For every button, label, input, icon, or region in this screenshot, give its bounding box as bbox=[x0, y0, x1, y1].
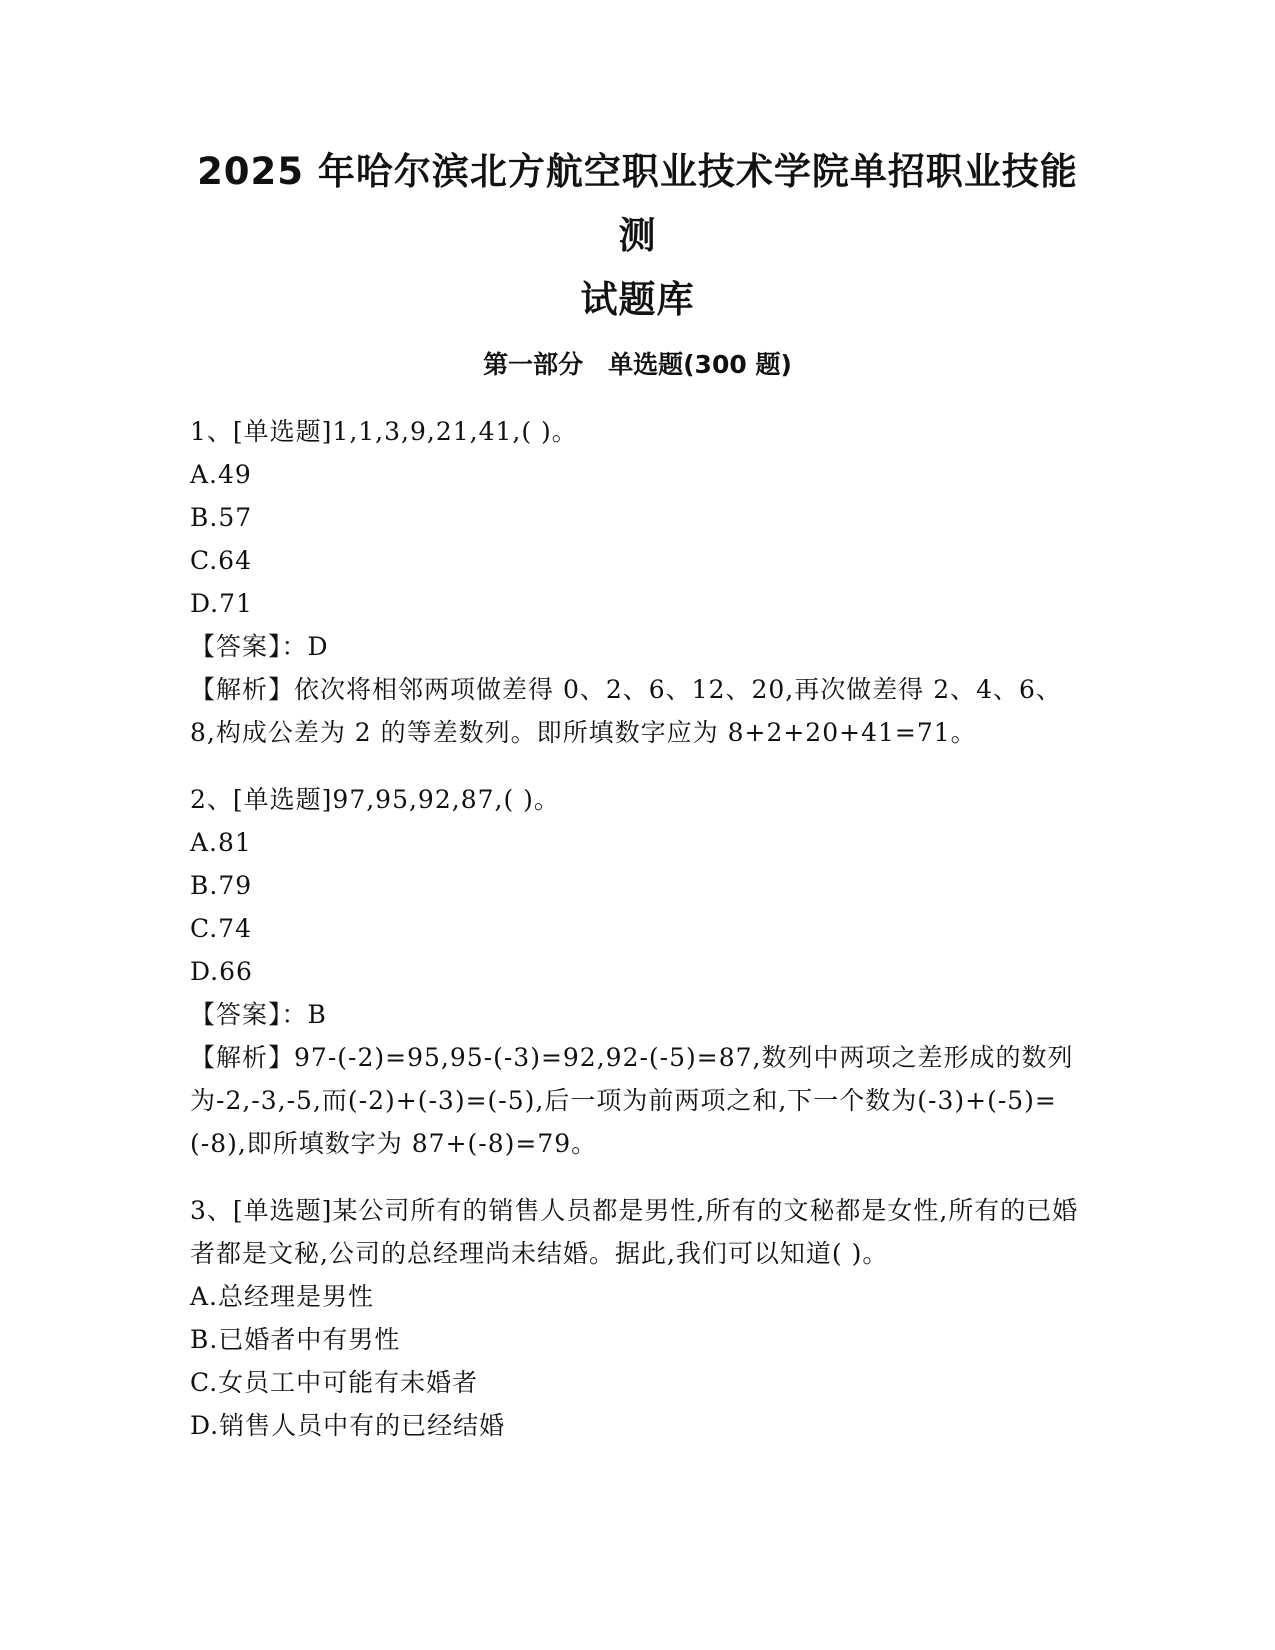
answer-label: 【答案】： bbox=[190, 632, 308, 661]
document-title-line-2: 试题库 bbox=[580, 278, 695, 321]
option-b: B.79 bbox=[190, 871, 253, 900]
question-3 bbox=[190, 1189, 1080, 1447]
analysis-label: 【解析】 bbox=[190, 675, 295, 704]
option-c: C.64 bbox=[190, 546, 252, 575]
option-a: A.总经理是男性 bbox=[190, 1282, 375, 1311]
answer-row bbox=[190, 993, 1080, 1036]
option-c: C.74 bbox=[190, 914, 252, 943]
option-d: D.66 bbox=[190, 957, 253, 986]
analysis-text: 依次将相邻两项做差得 0、2、6、12、20,再次做差得 2、4、6、8,构成公差为 2 的等差数列。即所填数字应为 8+2+20+41=71。 bbox=[190, 675, 1062, 747]
option-d: D.销售人员中有的已经结婚 bbox=[190, 1411, 506, 1440]
option-a: A.81 bbox=[190, 828, 252, 857]
analysis-row bbox=[190, 668, 1080, 754]
question-stem: 1、[单选题]1,1,3,9,21,41,( )。 bbox=[190, 417, 578, 446]
answer-value: B bbox=[307, 1000, 327, 1029]
question-stem: 2、[单选题]97,95,92,87,( )。 bbox=[190, 785, 560, 814]
analysis-row bbox=[190, 1036, 1080, 1165]
answer-row bbox=[190, 625, 1080, 668]
answer-label: 【答案】： bbox=[190, 1000, 308, 1029]
option-b: B.57 bbox=[190, 503, 253, 532]
option-a: A.49 bbox=[190, 460, 252, 489]
analysis-text: 97-(-2)=95,95-(-3)=92,92-(-5)=87,数列中两项之差形成的数列为-2,-3,-5,而(-2)+(-3)=(-5),后一项为前两项之和,下一个数为(-3)+(-5)=(-8),即所填数字为 87+(-8)=79。 bbox=[190, 1043, 1074, 1158]
option-d: D.71 bbox=[190, 589, 253, 618]
question-stem: 3、[单选题]某公司所有的销售人员都是男性,所有的文秘都是女性,所有的已婚者都是文秘,公司的总经理尚未结婚。据此,我们可以知道( )。 bbox=[190, 1196, 1079, 1268]
option-c: C.女员工中可能有未婚者 bbox=[190, 1368, 479, 1397]
question-list bbox=[190, 410, 1080, 1471]
analysis-label: 【解析】 bbox=[190, 1043, 295, 1072]
question-1 bbox=[190, 410, 1080, 754]
option-b: B.已婚者中有男性 bbox=[190, 1325, 401, 1354]
document-title-line-1: 2025 年哈尔滨北方航空职业技术学院单招职业技能测 bbox=[197, 150, 1078, 257]
section-title: 第一部分 单选题(300 题) bbox=[483, 350, 792, 379]
answer-value: D bbox=[307, 632, 329, 661]
question-2 bbox=[190, 778, 1080, 1165]
document-title bbox=[180, 140, 1095, 332]
